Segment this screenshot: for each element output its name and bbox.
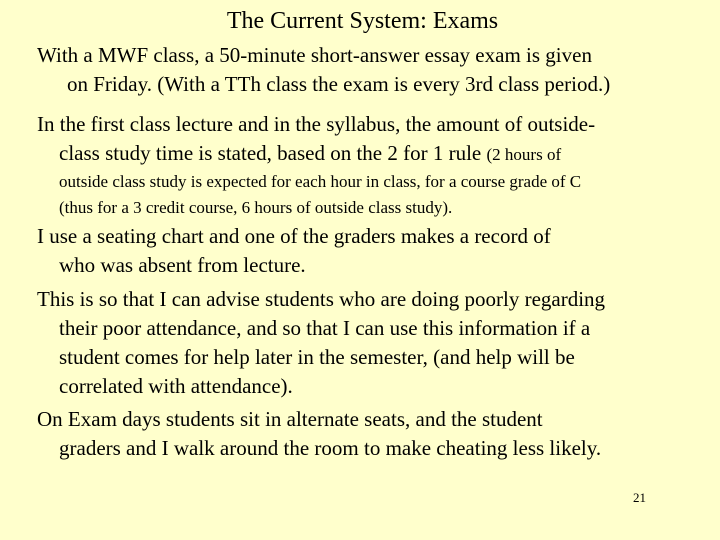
paragraph-exam-days bbox=[37, 405, 707, 463]
paragraph-line: student comes for help later in the semester, (and help will be bbox=[59, 345, 575, 369]
paragraph-line: their poor attendance, and so that I can use this information if a bbox=[59, 316, 591, 340]
small-note-line: outside class study is expected for each hour in class, for a course grade of C bbox=[59, 172, 582, 191]
small-note-start: (2 hours of bbox=[486, 145, 562, 164]
paragraph-line: This is so that I can advise students who are doing poorly regarding bbox=[37, 287, 606, 311]
small-note-line: (thus for a 3 credit course, 6 hours of outside class study). bbox=[59, 198, 453, 217]
paragraph-line: correlated with attendance). bbox=[59, 374, 293, 398]
paragraph-exam-schedule bbox=[37, 41, 707, 99]
paragraph-attendance-advice bbox=[37, 285, 707, 401]
paragraph-line: on Friday. (With a TTh class the exam is every 3rd class period.) bbox=[67, 72, 611, 96]
paragraph-line: I use a seating chart and one of the graders makes a record of bbox=[37, 224, 551, 248]
page-number: 21 bbox=[633, 490, 646, 505]
paragraph-line: On Exam days students sit in alternate seats, and the student bbox=[37, 407, 543, 431]
paragraph-line: who was absent from lecture. bbox=[59, 253, 306, 277]
paragraph-seating-chart bbox=[37, 222, 707, 280]
slide-title: The Current System: Exams bbox=[226, 8, 499, 34]
paragraph-line: class study time is stated, based on the 2 for 1 rule bbox=[59, 141, 482, 165]
paragraph-study-time bbox=[37, 110, 707, 221]
paragraph-line: With a MWF class, a 50-minute short-answer essay exam is given bbox=[37, 43, 592, 67]
paragraph-line: graders and I walk around the room to make cheating less likely. bbox=[59, 436, 602, 460]
paragraph-line-with-note bbox=[37, 139, 707, 169]
paragraph-line: In the first class lecture and in the syllabus, the amount of outside- bbox=[37, 112, 596, 136]
